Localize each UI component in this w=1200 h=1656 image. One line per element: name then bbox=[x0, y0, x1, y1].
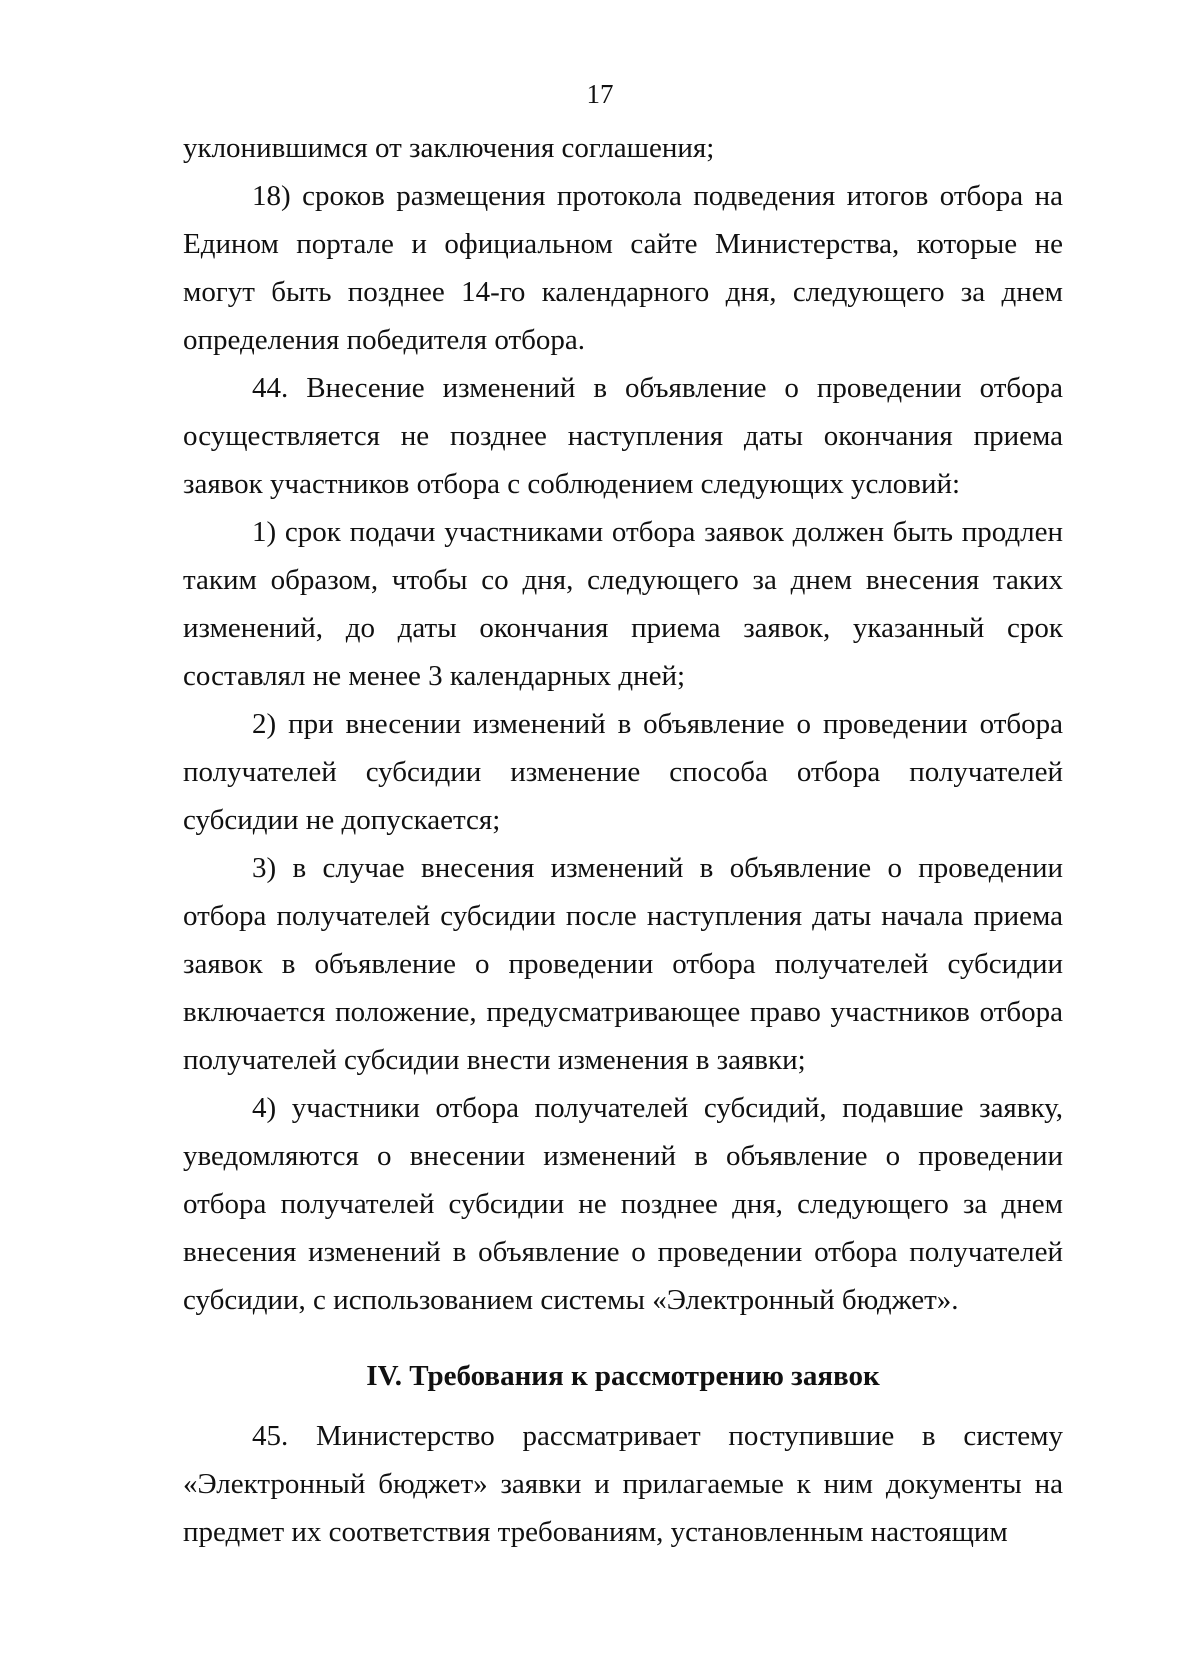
paragraph-text: 2) при внесении изменений в объявление о проведении отбора получателей субсидии изменение способа отбора получателей субсидии не допускается; bbox=[183, 708, 1063, 836]
paragraph-continuation bbox=[183, 124, 1063, 172]
paragraph-44-item-1 bbox=[183, 508, 1063, 700]
paragraph-44-item-4 bbox=[183, 1084, 1063, 1324]
paragraph-text: 3) в случае внесения изменений в объявление о проведении отбора получателей субсидии после наступления даты начала приема заявок в объявление о проведении отбора получателей субсидии включается положение, предусматривающее право участников отбора получателей субсидии внести изменения в заявки; bbox=[183, 852, 1063, 1076]
paragraph-text: 4) участники отбора получателей субсидий, подавшие заявку, уведомляются о внесении изменений в объявление о проведении отбора получателей субсидии не позднее дня, следующего за днем внесения изменений в объявление о проведении отбора получателей субсидии, с использованием системы «Электронный бюджет». bbox=[183, 1092, 1063, 1316]
paragraph-text: 1) срок подачи участниками отбора заявок должен быть продлен таким образом, чтобы со дня, следующего за днем внесения таких изменений, до даты окончания приема заявок, указанный срок составлял не менее 3 календарных дней; bbox=[183, 516, 1063, 692]
paragraph-text: 44. Внесение изменений в объявление о проведении отбора осуществляется не позднее наступления даты окончания приема заявок участников отбора с соблюдением следующих условий: bbox=[183, 372, 1063, 500]
paragraph-44-item-2 bbox=[183, 700, 1063, 844]
paragraph-item-18 bbox=[183, 172, 1063, 364]
paragraph-text: уклонившимся от заключения соглашения; bbox=[183, 132, 715, 164]
paragraph-text: 45. Министерство рассматривает поступившие в систему «Электронный бюджет» заявки и прилагаемые к ним документы на предмет их соответствия требованиям, установленным настоящим bbox=[183, 1420, 1063, 1548]
page-number: 17 bbox=[586, 79, 614, 109]
paragraph-44 bbox=[183, 364, 1063, 508]
section-heading: IV. Требования к рассмотрению заявок bbox=[366, 1360, 880, 1392]
paragraph-45 bbox=[183, 1412, 1063, 1556]
paragraph-44-item-3 bbox=[183, 844, 1063, 1084]
paragraph-text: 18) сроков размещения протокола подведения итогов отбора на Едином портале и официальном сайте Министерства, которые не могут быть позднее 14-го календарного дня, следующего за днем определения победителя отбора. bbox=[183, 180, 1063, 356]
